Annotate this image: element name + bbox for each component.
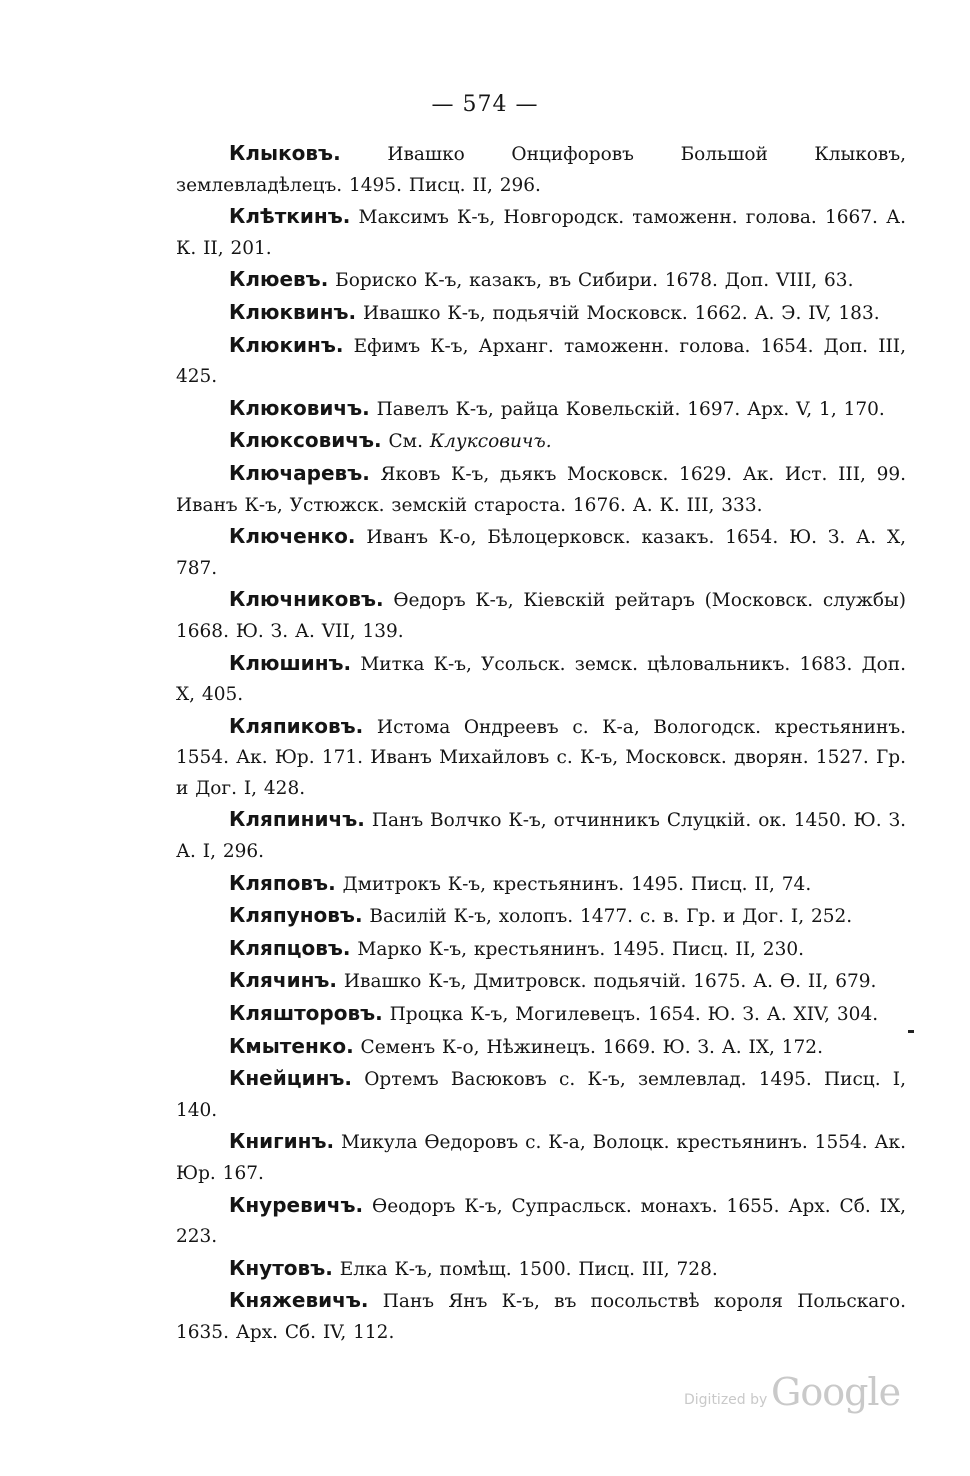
entry-headword: Клюкинъ. [229, 332, 344, 357]
entry [176, 425, 906, 458]
page-number: — 574 — [431, 92, 539, 117]
entry-headword: Кляшторовъ. [229, 1001, 383, 1026]
entry-headword: Кнуревичъ. [229, 1192, 364, 1217]
entry-text: Процка К-ъ, Могилевецъ. 1654. Ю. З. А. XIV, 304. [382, 1004, 879, 1026]
entry-headword: Ключенко. [229, 524, 356, 549]
entry-text: См. [381, 431, 430, 453]
entry-text: Ивашко Онцифоровъ Большой Клыковъ, землевладѣлецъ. 1495. Писц. II, 296. [176, 144, 906, 196]
entry-text: Митка К-ъ, Усольск. земск. цѣловальникъ. 1683. Доп. X, 405. [176, 653, 906, 706]
entry-text: Панъ Янъ К-ъ, въ посольствѣ короля Польскаго. 1635. Арх. Сб. IV, 112. [176, 1291, 906, 1343]
entry-text: Ивашко К-ъ, подьячій Московск. 1662. А. Э. IV, 183. [356, 302, 880, 324]
entry-headword: Кляпцовъ. [229, 935, 351, 960]
entry-text: Марко К-ъ, крестьянинъ. 1495. Писц. II, 230. [350, 938, 804, 960]
entry-headword: Кнутовъ. [229, 1255, 333, 1280]
entry-text: Павелъ К-ъ, райца Ковельскій. 1697. Арх. V, 1, 170. [369, 398, 885, 420]
entry [176, 584, 906, 647]
entry-headword: Княжевичъ. [229, 1288, 369, 1313]
entry-headword: Клюксовичъ. [229, 428, 382, 453]
entry [176, 521, 906, 584]
entry-headword: Книгинъ. [229, 1129, 335, 1154]
watermark-prefix: Digitized by [684, 1392, 768, 1408]
entry [176, 458, 906, 521]
entry [176, 1031, 906, 1064]
print-speck [908, 1030, 914, 1033]
entry [176, 868, 906, 901]
digitized-watermark [684, 1370, 904, 1414]
entry [176, 965, 906, 998]
entry-text: Ѳеодоръ К-ъ, Супрасльск. монахъ. 1655. Арх. Сб. IX, 223. [176, 1195, 906, 1248]
google-logo: Google [771, 1370, 901, 1414]
entry-text: Яковъ К-ъ, дьякъ Московск. 1629. Ак. Ист. III, 99. Иванъ К-ъ, Устюжск. земскій староста. 1676. А. К. III, 333. [176, 463, 906, 516]
entry-headword: Клыковъ. [229, 141, 341, 165]
entry-text: Иванъ К-о, Бѣлоцерковск. казакъ. 1654. Ю. З. А. X, 787. [176, 527, 906, 579]
entry-headword: Кляпиковъ. [229, 713, 364, 738]
entry [176, 393, 906, 426]
entry [176, 1253, 906, 1286]
entry-text: Ѳедоръ К-ъ, Кіевскій рейтаръ (Московск. службы) 1668. Ю. З. А. VII, 139. [176, 590, 906, 642]
entry-text: Семенъ К-о, Нѣжинецъ. 1669. Ю. З. А. IX, 172. [353, 1036, 823, 1058]
entry-headword: Ключниковъ. [229, 587, 384, 612]
entry-headword: Клюквинъ. [229, 299, 357, 324]
entry-headword: Клюковичъ. [229, 395, 370, 420]
entry [176, 330, 906, 393]
entry-text: Василій К-ъ, холопъ. 1477. с. в. Гр. и Дог. I, 252. [362, 906, 853, 928]
entry-headword: Клюевъ. [229, 267, 329, 292]
entry-text: Ефимъ К-ъ, Арханг. таможенн. голова. 1654. Доп. III, 425. [176, 335, 906, 388]
entry-cross-reference: Клуксовичъ. [429, 431, 552, 453]
entry-text: Бориско К-ъ, казакъ, въ Сибири. 1678. Доп. VIII, 63. [328, 270, 854, 292]
entry-text: Истома Ондреевъ с. К-а, Вологодск. крестьянинъ. 1554. Ак. Юр. 171. Иванъ Михайловъ с. К-ъ, Московск. дворян. 1527. Гр. и Дог. I, 428. [176, 716, 906, 799]
entry [176, 1190, 906, 1253]
entry-headword: Клѣткинъ. [229, 204, 351, 229]
entry [176, 711, 906, 805]
entry-headword: Клюшинъ. [229, 650, 352, 675]
entry-text: Панъ Волчко К-ъ, отчинникъ Слуцкій. ок. 1450. Ю. З. А. I, 296. [176, 810, 906, 863]
entry [176, 900, 906, 933]
entry-text: Елка К-ъ, помѣщ. 1500. Писц. III, 728. [332, 1258, 718, 1280]
entry-headword: Кляпуновъ. [229, 903, 363, 928]
entry-headword: Кнейцинъ. [229, 1066, 353, 1091]
entry [176, 264, 906, 297]
entry [176, 648, 906, 711]
entry [176, 138, 906, 201]
entry-headword: Кмытенко. [229, 1033, 354, 1058]
entry [176, 998, 906, 1031]
entry-text: Дмитрокъ К-ъ, крестьянинъ. 1495. Писц. II, 74. [335, 873, 812, 895]
entry-headword: Кляповъ. [229, 870, 336, 895]
entry [176, 1285, 906, 1348]
dictionary-entries [176, 138, 906, 1349]
entry [176, 804, 906, 867]
entry-headword: Клячинъ. [229, 968, 338, 993]
entry [176, 933, 906, 966]
entry-headword: Ключаревъ. [229, 460, 370, 485]
entry-text: Ортемъ Васюковъ с. К-ъ, землевлад. 1495. Писц. I, 140. [176, 1069, 906, 1121]
entry-text: Максимъ К-ъ, Новгородск. таможенн. голова. 1667. А. К. II, 201. [176, 207, 906, 259]
entry-text: Ивашко К-ъ, Дмитровск. подьячій. 1675. А. Ѳ. II, 679. [337, 971, 877, 993]
entry [176, 1063, 906, 1126]
entry-headword: Кляпиничъ. [229, 807, 365, 832]
entry [176, 201, 906, 264]
entry [176, 297, 906, 330]
entry-text: Микула Ѳедоровъ с. К-а, Волоцк. крестьянинъ. 1554. Ак. Юр. 167. [176, 1132, 906, 1184]
entry [176, 1126, 906, 1189]
